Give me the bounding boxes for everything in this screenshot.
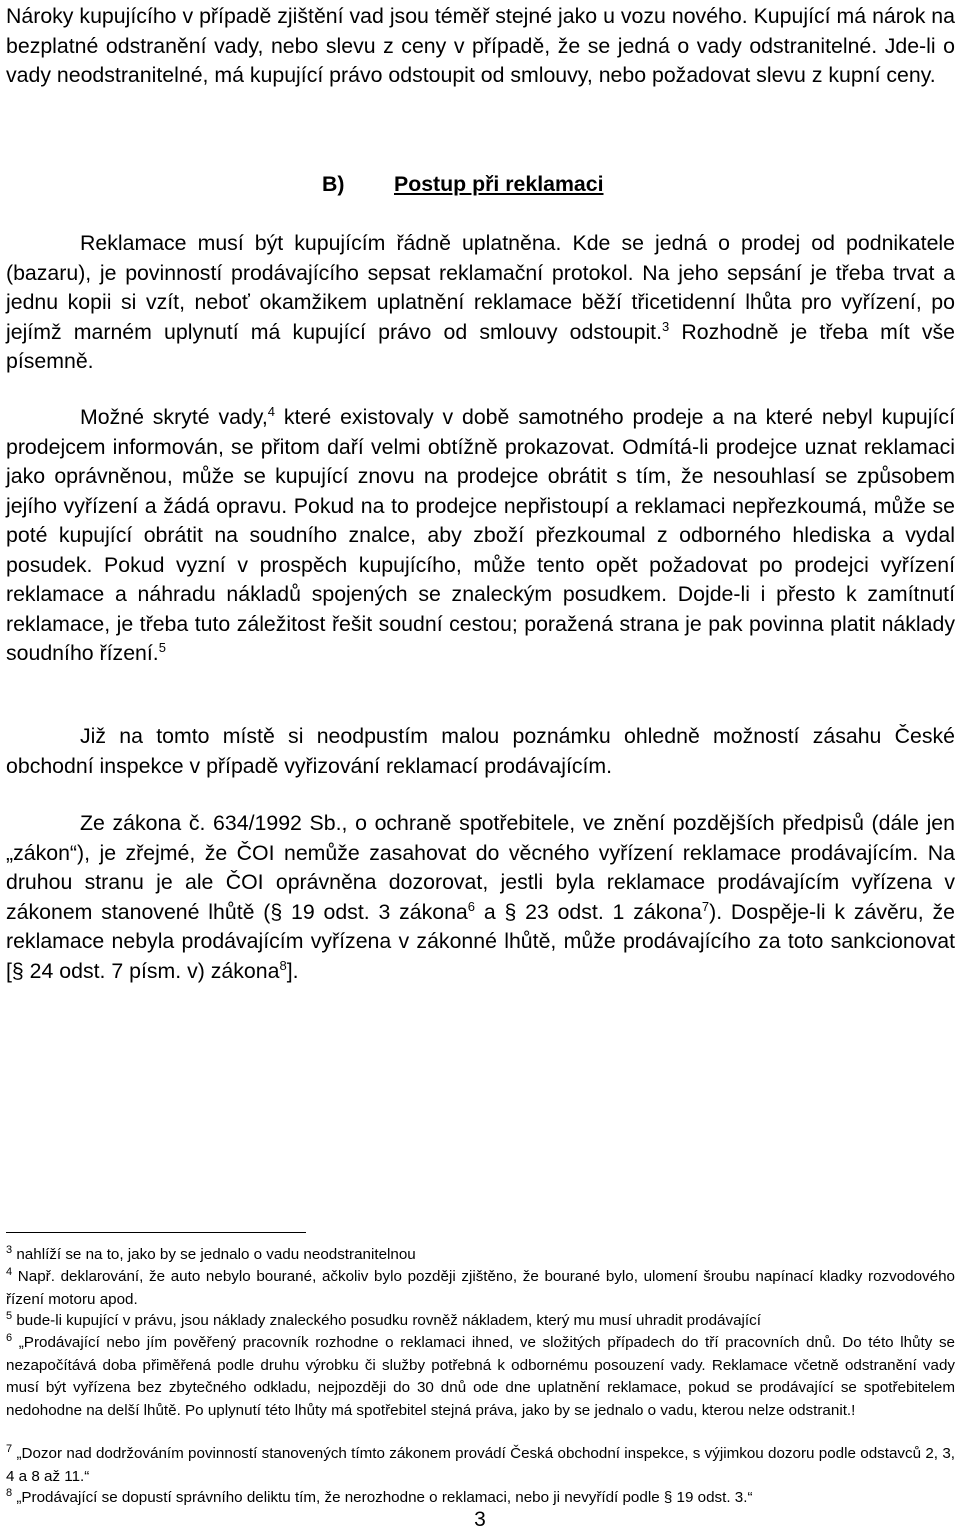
- paragraph-text: Možné skryté vady,: [80, 405, 268, 429]
- footnote-number: 6: [6, 1331, 13, 1344]
- page-number: 3: [474, 1508, 486, 1531]
- footnote-text: nahlíží se na to, jako by se jednalo o vadu neodstranitelnou: [16, 1246, 416, 1263]
- footnote-4: [6, 1266, 955, 1311]
- paragraph-text: Ze zákona č. 634/1992 Sb., o ochraně spotřebitele, ve znění pozdějších předpisů (dále jen „zákon“), je zřejmé, že ČOI nemůže zasahovat do věcného vyřízení reklamace prodávajícím. Na druhou stranu je ale ČOI oprávněna dozorovat, jestli byla reklamace prodávajícím vyřízena v zákonem stanovené lhůtě (§ 19 odst. 3 zákona: [6, 811, 955, 924]
- footnote-ref-5[interactable]: 5: [158, 639, 166, 655]
- footnote-ref-7[interactable]: 7: [701, 898, 710, 914]
- paragraph-text: Reklamace musí být kupujícím řádně uplatněna. Kde se jedná o prodej od podnikatele (bazaru), je povinností prodávajícího sepsat reklamační protokol. Na jeho sepsání je třeba trvat a jednu kopii si vzít, neboť okamžikem uplatnění reklamace běží třicetidenní lhůta pro vyřízení, po jejímž marném uplynutí má kupující právo od smlouvy odstoupit.: [6, 231, 955, 344]
- footnote-number: 8: [6, 1486, 13, 1499]
- paragraph-law: [6, 809, 955, 986]
- section-title: Postup při reklamaci: [394, 172, 604, 196]
- footnote-separator: [6, 1232, 306, 1233]
- footnote-text: bude-li kupující v právu, jsou náklady znaleckého posudku rovněž nákladem, který mu musí uhradit prodávající: [16, 1312, 761, 1329]
- footnote-number: 3: [6, 1243, 13, 1256]
- footnote-text: „Dozor nad dodržováním povinností stanovených tímto zákonem provádí Česká obchodní inspekce, s výjimkou dozoru podle odstavců 2, 3, 4 a 8 až 11.“: [6, 1445, 955, 1485]
- paragraph-text: ). Dospěje-li k závěru, že reklamace nebyla prodávajícím vyřízena v zákonné lhůtě, může prodávajícího za toto sankcionovat [§ 24 odst. 7 písm. v) zákona: [6, 899, 955, 983]
- paragraph-claims: Nároky kupujícího v případě zjištění vad jsou téměř stejné jako u vozu nového. Kupující má nárok na bezplatné odstranění vady, nebo slevu z ceny v případě, že se jedná o vady odstranitelné. Jde-li o vady neodstranitelné, má kupující právo odstoupit od smlouvy, nebo požadovat slevu z kupní ceny.: [6, 4, 955, 87]
- paragraph-text: Rozhodně je třeba mít vše písemně.: [6, 319, 956, 373]
- footnote-ref-8[interactable]: 8: [279, 957, 287, 973]
- paragraph-procedure: [6, 229, 955, 377]
- footnote-5: [6, 1310, 955, 1333]
- footnote-text: „Prodávající se dopustí správního deliktu tím, že nerozhodne o reklamaci, nebo ji nevyřídí podle § 19 odst. 3.“: [16, 1489, 753, 1506]
- footnote-7: [6, 1443, 955, 1488]
- section-letter: B): [322, 172, 345, 196]
- footnote-text: „Prodávající nebo jím pověřený pracovník rozhodne o reklamaci ihned, ve složitých případech do tří pracovních dnů. Do této lhůty se nezapočítává doba přiměřená podle druhu výrobku či služby potřebná k odbornému posouzení vady. Reklamace včetně odstranění vady musí být vyřízena bez zbytečného odkladu, nejpozději do 30 dnů ode dne uplatnění reklamace, pokud se prodávající se spotřebitelem nedohodne na delší lhůtě. Po uplynutí této lhůty má spotřebitel stejná práva, jako by se jednalo o vadu, kterou nelze odstranit.!: [6, 1334, 955, 1419]
- footnote-number: 5: [6, 1309, 13, 1322]
- paragraph-hidden-defects: [6, 403, 955, 669]
- paragraph-coi-note: Již na tomto místě si neodpustím malou poznámku ohledně možností zásahu České obchodní inspekce v případě vyřizování reklamací prodávajícím.: [6, 724, 955, 778]
- footnote-3: [6, 1244, 955, 1267]
- footnote-8: [6, 1487, 955, 1510]
- paragraph-text: ].: [286, 958, 299, 983]
- footnote-6: [6, 1332, 955, 1422]
- footnote-ref-3[interactable]: 3: [662, 318, 670, 334]
- paragraph-text: a § 23 odst. 1 zákona: [475, 899, 702, 924]
- footnote-ref-4[interactable]: 4: [267, 403, 276, 419]
- footnote-number: 7: [6, 1442, 13, 1455]
- footnote-text: Např. deklarování, že auto nebylo bourané, ačkoliv bylo později zjištěno, že bourané bylo, ulomení šroubu napínací kladky rozvodového řízení motoru apod.: [6, 1268, 955, 1308]
- footnote-ref-6[interactable]: 6: [467, 898, 476, 914]
- footnote-number: 4: [6, 1265, 13, 1278]
- paragraph-text: které existovaly v době samotného prodeje a na které nebyl kupující prodejcem informován, se přitom daří velmi obtížně prokazovat. Odmítá-li prodejce uznat reklamaci jako oprávněnou, může se kupující znovu na prodejce obrátit s tím, že nesouhlasí se způsobem jejího vyřízení a žádá opravu. Pokud na to prodejce nepřistoupí a reklamaci nepřezkoumá, může se poté kupující obrátit na soudního znalce, aby zboží přezkoumal z odborného hlediska a vydal posudek. Pokud vyzní v prospěch kupujícího, může tento opět požadovat po prodejci vyřízení reklamace a náhradu nákladů spojených se znaleckým posudkem. Dojde-li i přesto k zamítnutí reklamace, je třeba tuto záležitost řešit soudní cestou; poražená strana je pak povinna platit náklady soudního řízení.: [6, 405, 955, 665]
